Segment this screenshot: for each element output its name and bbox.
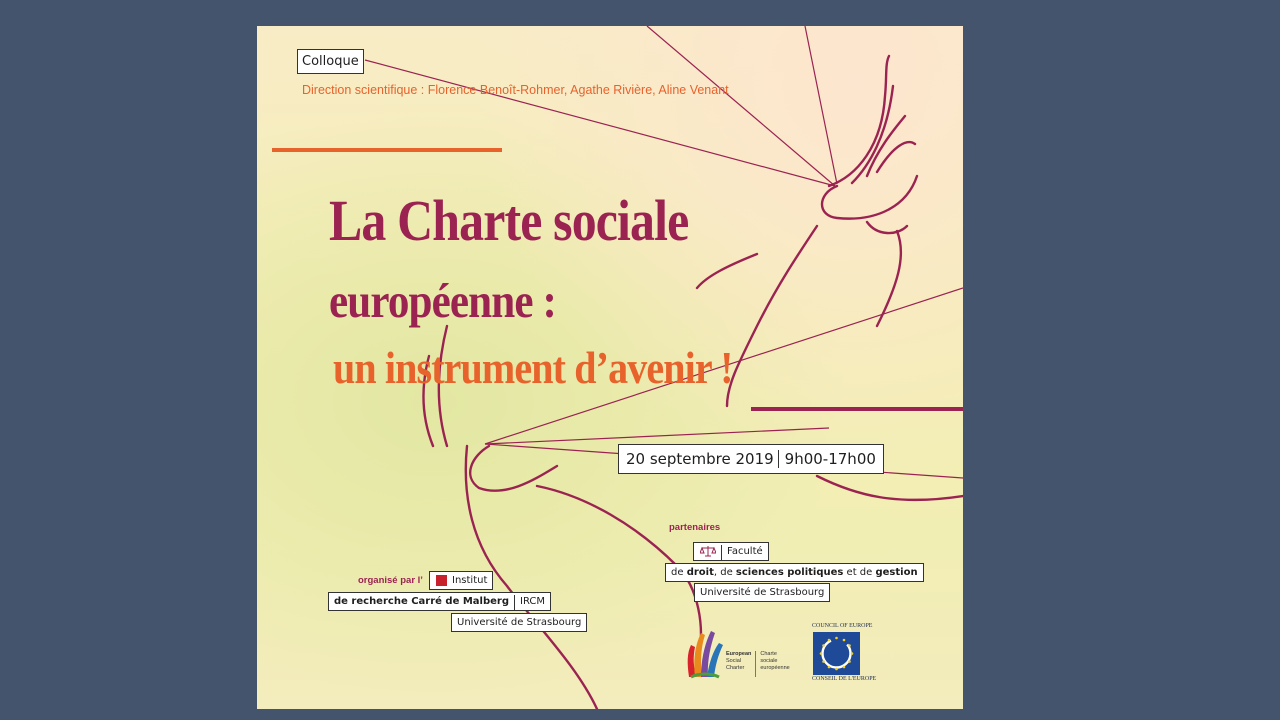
esc-hands-logo (685, 623, 725, 681)
institute-red-square-icon (436, 575, 447, 586)
institute-label: Institut (452, 575, 488, 586)
institute-name: de recherche Carré de Malberg (334, 596, 509, 607)
faculty-text: gestion (875, 567, 918, 578)
esc-text-fr: européenne (760, 665, 790, 671)
esc-text-en: Social (726, 658, 741, 664)
faculty-text: , de (713, 567, 736, 578)
faculty-text: de (671, 567, 687, 578)
faculty-label: Faculté (727, 546, 763, 557)
separator (755, 651, 756, 677)
date-time-box (618, 444, 884, 474)
separator (778, 450, 779, 468)
coe-name-en: COUNCIL OF EUROPE (812, 623, 873, 629)
event-date: 20 septembre 2019 (626, 450, 774, 468)
esc-logo-text (726, 651, 790, 677)
orange-divider (272, 148, 502, 152)
esc-text-fr: Charte (760, 651, 777, 657)
esc-text-en: European (726, 651, 752, 657)
faculty-text: sciences politiques (735, 567, 844, 578)
faculty-university: Université de Strasbourg (694, 583, 830, 602)
institute-university: Université de Strasbourg (451, 613, 587, 632)
event-type-label: Colloque (297, 49, 364, 74)
institute-line-1 (429, 571, 493, 590)
faculty-text: droit (686, 567, 714, 578)
coe-name-fr: CONSEIL DE L'EUROPE (812, 676, 877, 682)
title-line-1: La Charte sociale (329, 188, 689, 253)
title-line-2: européenne : (329, 273, 556, 328)
organizer-label: organisé par l’ (358, 575, 423, 586)
coe-stars-logo (813, 632, 860, 675)
faculty-line-1 (693, 542, 769, 561)
esc-text-fr: sociale (760, 658, 778, 664)
balance-scales-icon (700, 545, 716, 557)
event-time: 9h00-17h00 (784, 450, 876, 468)
separator (514, 595, 515, 610)
esc-text-en: Charter (726, 665, 745, 671)
partners-label: partenaires (669, 522, 721, 533)
event-poster (257, 26, 963, 709)
faculty-text: et de (843, 567, 876, 578)
separator (721, 545, 722, 560)
institute-acronym: IRCM (520, 596, 546, 607)
scientific-direction: Direction scientifique : Florence Benoît-Rohmer, Agathe Rivière, Aline Venant (302, 83, 729, 97)
plum-divider (751, 407, 963, 411)
subtitle: un instrument d’avenir ! (333, 343, 733, 393)
faculty-line-2 (665, 563, 924, 582)
institute-line-2 (328, 592, 551, 611)
